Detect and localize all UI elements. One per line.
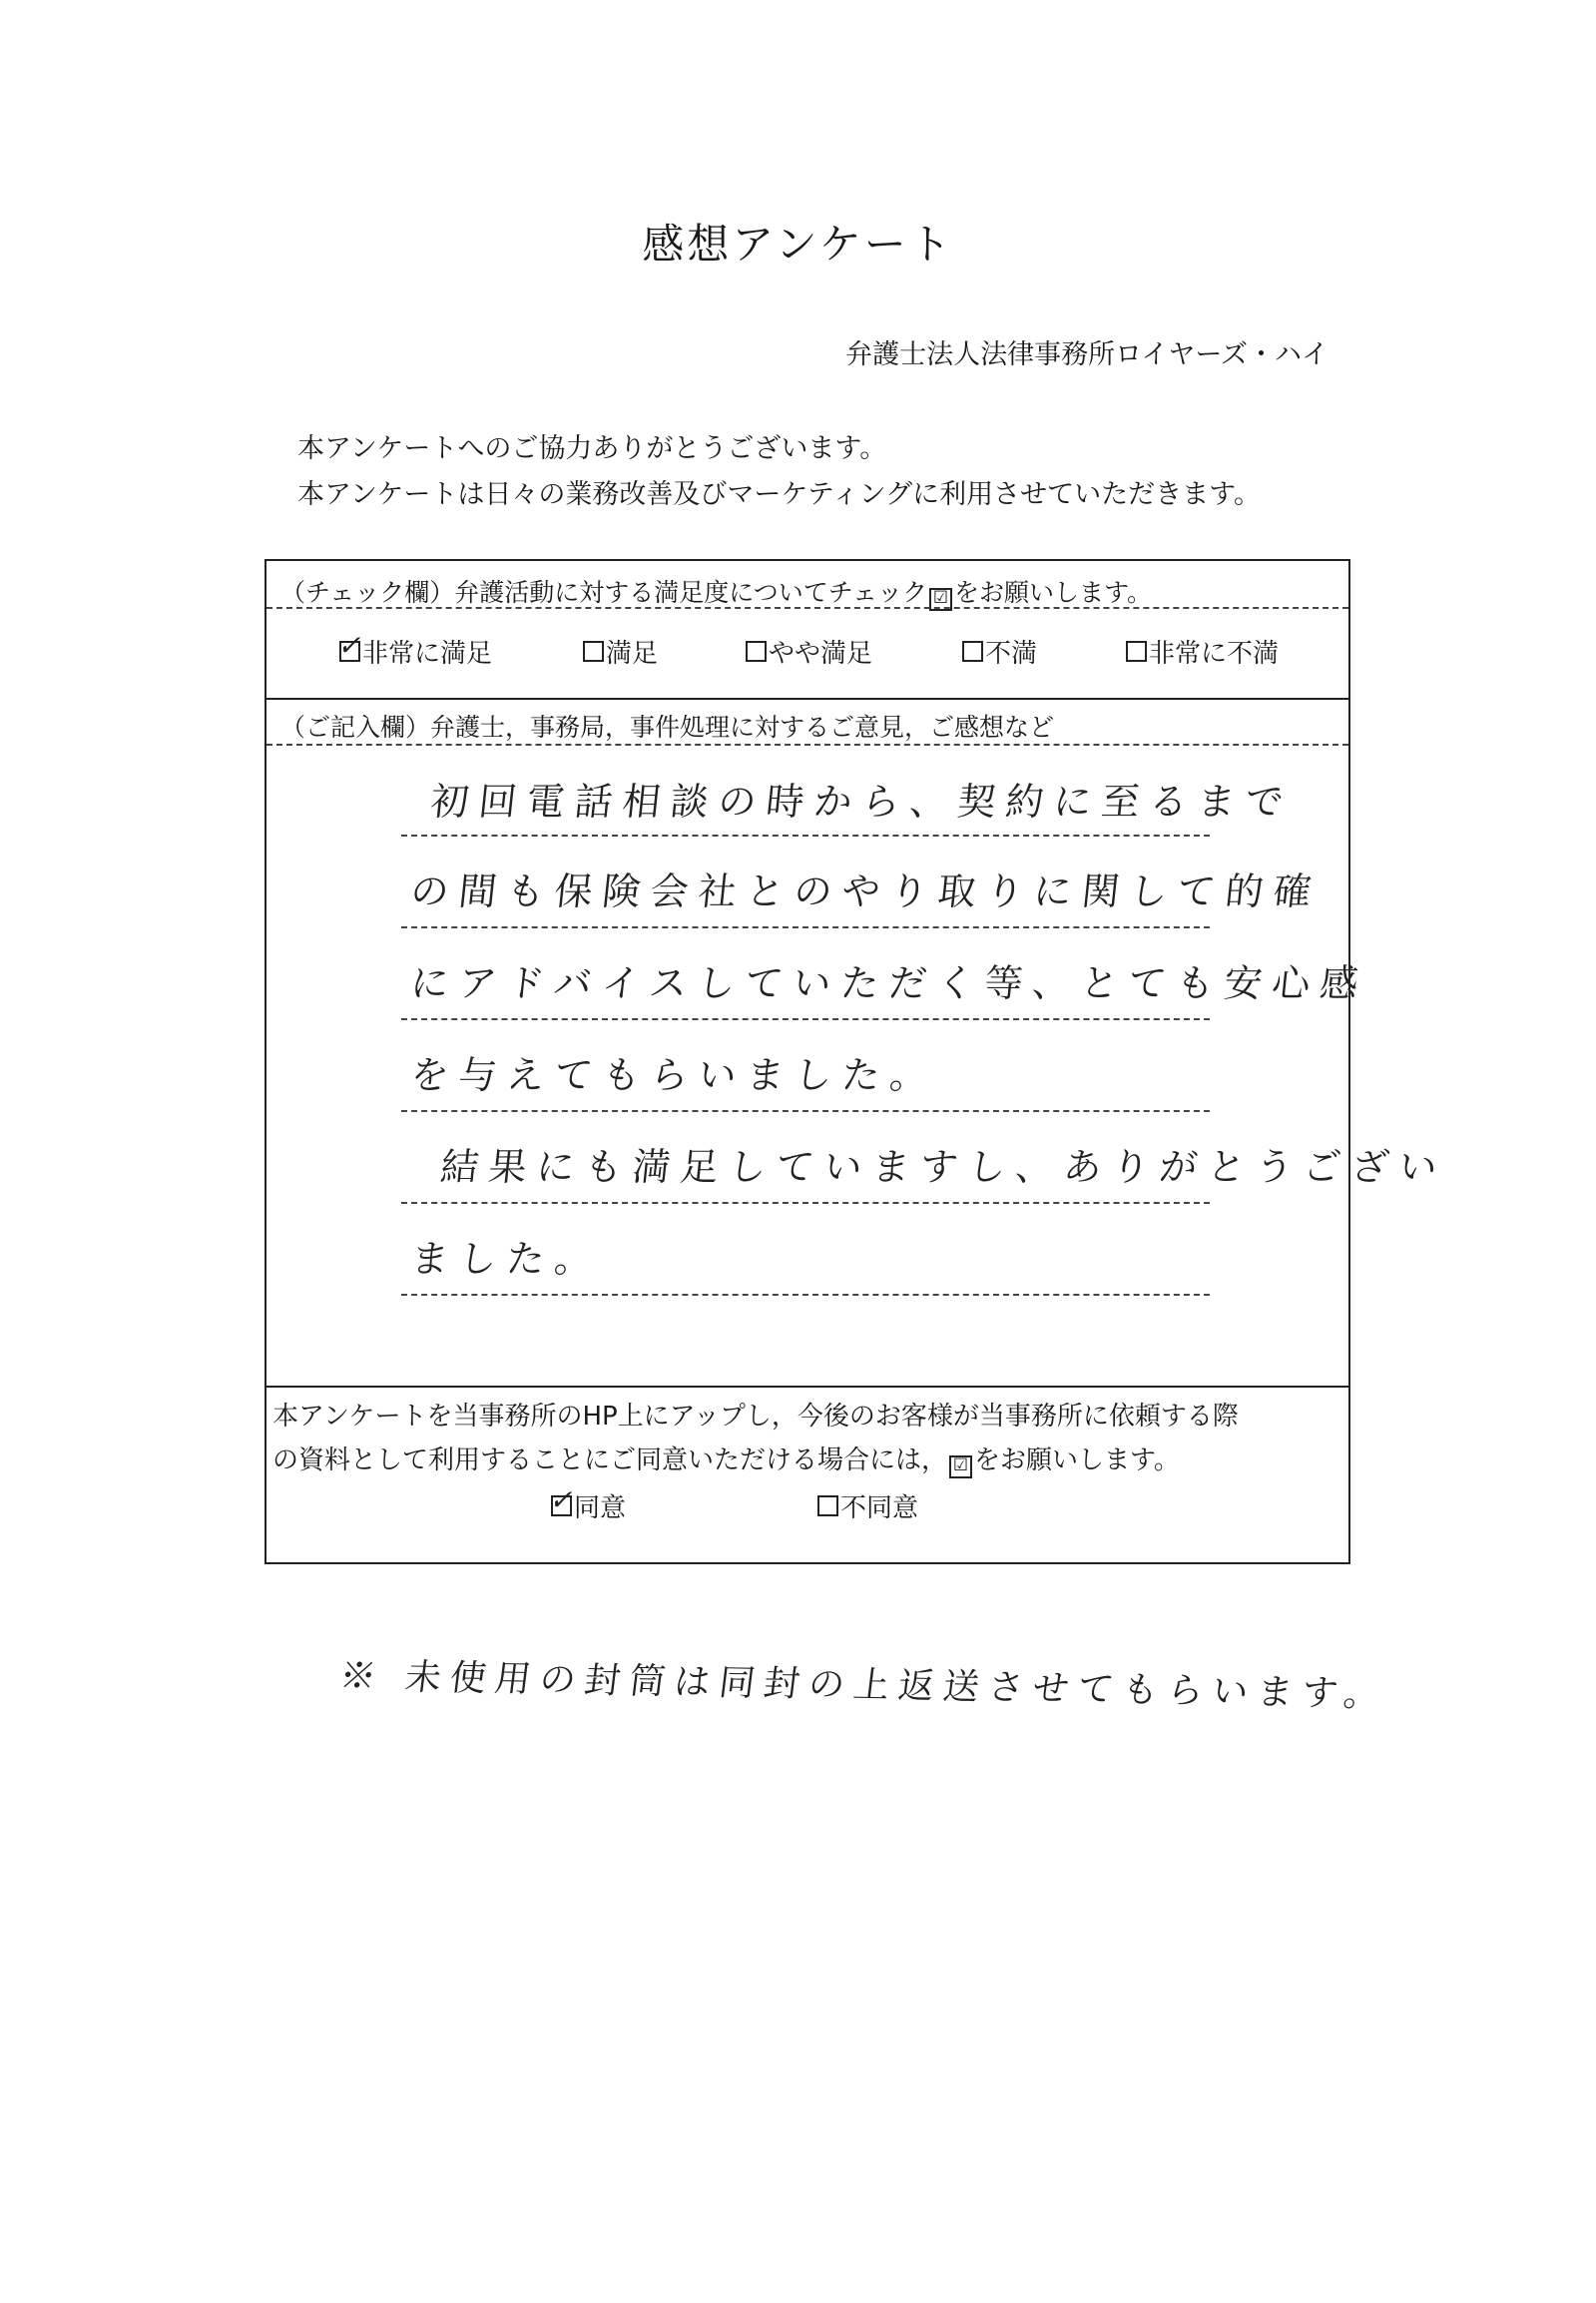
option-very-dissatisfied[interactable] — [1126, 633, 1279, 670]
comments-header: （ご記入欄）弁護士，事務局，事件処理に対するご意見，ご感想など — [280, 713, 1055, 742]
option-label: 非常に満足 — [362, 639, 493, 669]
writing-line — [401, 926, 1210, 928]
writing-line — [401, 835, 1210, 837]
checked-box-icon: ☑ — [929, 588, 952, 611]
divider — [266, 744, 1348, 746]
option-label: やや満足 — [769, 639, 873, 669]
consent-line-2-text: の資料として利用することにご同意いただける場合には， — [272, 1445, 948, 1475]
option-somewhat-satisfied[interactable] — [746, 633, 872, 670]
option-label: 満足 — [606, 639, 659, 669]
checkbox-icon[interactable] — [746, 641, 767, 662]
consent-line-2 — [272, 1439, 1180, 1478]
comment-line-3: にアドバイスしていただく等、とても安心感 — [408, 961, 1370, 1005]
intro-line-2: 本アンケートは日々の業務改善及びマーケティングに利用させていただきます。 — [297, 479, 1261, 510]
option-label: 非常に不満 — [1149, 639, 1280, 669]
option-label: 不同意 — [840, 1493, 919, 1523]
satisfaction-options — [266, 629, 1348, 673]
checked-box-icon: ☑ — [949, 1455, 972, 1478]
consent-line-2-suffix: をお願いします。 — [974, 1445, 1180, 1475]
checkmark-icon: ✓ — [549, 1483, 573, 1516]
consent-line-1: 本アンケートを当事務所のHP上にアップし，今後のお客様が当事務所に依頼する際 — [272, 1402, 1239, 1432]
writing-line — [401, 1110, 1210, 1112]
option-agree[interactable] — [549, 1483, 627, 1524]
checkbox-icon[interactable] — [583, 641, 604, 662]
checkbox-icon[interactable] — [962, 641, 983, 662]
writing-line — [401, 1202, 1210, 1204]
option-dissatisfied[interactable] — [962, 633, 1037, 670]
checkbox-icon[interactable] — [1126, 641, 1147, 662]
checkmark-icon: ✓ — [337, 629, 361, 662]
section-divider — [266, 698, 1348, 700]
satisfaction-header-suffix: をお願いします。 — [954, 578, 1153, 607]
option-satisfied[interactable] — [583, 633, 658, 670]
comment-line-2: の間も保険会社とのやり取りに関して的確 — [408, 869, 1324, 913]
checkbox-icon[interactable] — [337, 629, 361, 662]
option-label: 同意 — [574, 1493, 627, 1523]
comment-line-1: 初回電話相談の時から、契約に至るまで — [428, 780, 1296, 824]
section-divider — [266, 1386, 1348, 1388]
survey-form — [265, 559, 1449, 1564]
handwritten-note: ※ 未使用の封筒は同封の上返送させてもらいます。 — [337, 1655, 1391, 1716]
writing-line — [401, 1294, 1210, 1296]
satisfaction-header — [280, 573, 1152, 611]
law-office-name: 弁護士法人法律事務所ロイヤーズ・ハイ — [845, 339, 1329, 370]
page-title: 感想アンケート — [642, 220, 954, 269]
satisfaction-header-text: （チェック欄）弁護活動に対する満足度についてチェック — [280, 578, 928, 607]
option-very-satisfied[interactable] — [337, 629, 493, 670]
comment-line-5: 結果にも満足していますし、ありがとうござい — [438, 1145, 1449, 1189]
comment-line-6: ました。 — [408, 1237, 605, 1281]
option-label: 不満 — [985, 639, 1038, 669]
intro-line-1: 本アンケートへのご協力ありがとうございます。 — [297, 433, 887, 464]
option-disagree[interactable] — [817, 1487, 918, 1524]
checkbox-icon[interactable] — [817, 1495, 838, 1516]
checkbox-icon[interactable] — [549, 1483, 573, 1516]
writing-line — [401, 1018, 1210, 1020]
comment-line-4: を与えてもらいました。 — [408, 1053, 940, 1097]
divider — [266, 607, 1348, 609]
